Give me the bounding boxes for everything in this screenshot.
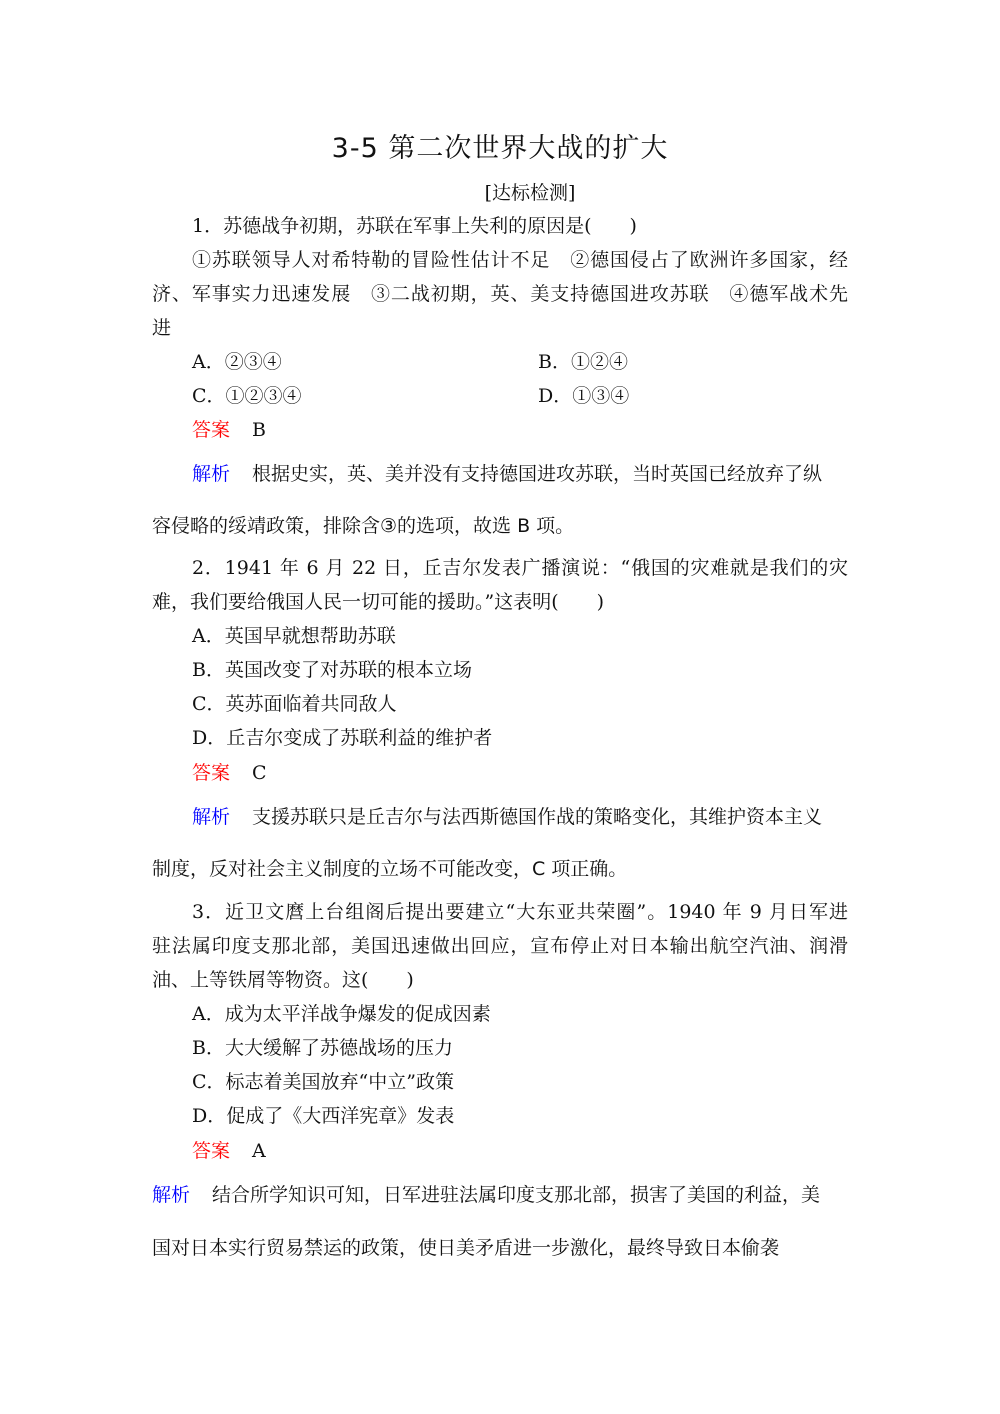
question-1-stem: 1．苏德战争初期，苏联在军事上失利的原因是( )	[192, 215, 637, 237]
answer-value: A	[252, 1140, 266, 1162]
question-3-option-c: C．标志着美国放弃“中立”政策	[192, 1071, 454, 1093]
answer-label: 答案	[192, 762, 231, 784]
question-3-option-d: D．促成了《大西洋宪章》发表	[192, 1105, 455, 1127]
analysis-text: 根据史实，英、美并没有支持德国进攻苏联，当时英国已经放弃了纵	[252, 463, 823, 485]
question-2-stem-line: 难，我们要给俄国人民一切可能的援助。”这表明( )	[152, 591, 605, 613]
analysis-text: 支援苏联只是丘吉尔与法西斯德国作战的策略变化，其维护资本主义	[252, 806, 823, 828]
question-1-option-a: A．②③④	[192, 351, 282, 373]
analysis-text: 结合所学知识可知，日军进驻法属印度支那北部，损害了美国的利益，美	[212, 1184, 821, 1206]
answer-value: B	[252, 419, 266, 441]
question-3-answer	[192, 1139, 892, 1163]
question-3-stem: 3．近卫文麿上台组阁后提出要建立“大东亚共荣圈”。1940 年 9 月日军进	[192, 901, 848, 923]
section-subtitle: [达标检测]	[484, 182, 576, 204]
question-1-answer	[192, 418, 892, 442]
question-2-stem: 2．1941 年 6 月 22 日，丘吉尔发表广播演说：“俄国的灾难就是我们的灾	[192, 557, 848, 579]
question-1-stem-line: ①苏联领导人对希特勒的冒险性估计不足 ②德国侵占了欧洲许多国家，经	[192, 249, 848, 271]
question-1-option-b: B．①②④	[538, 351, 628, 373]
question-3-stem-line: 油、上等铁屑等物资。这( )	[152, 969, 414, 991]
question-3-stem-line: 驻法属印度支那北部，美国迅速做出回应，宣布停止对日本输出航空汽油、润滑	[152, 935, 848, 957]
question-3-analysis-line: 国对日本实行贸易禁运的政策，使日美矛盾进一步激化，最终导致日本偷袭	[152, 1237, 780, 1259]
answer-label: 答案	[192, 1140, 231, 1162]
question-1-analysis-line: 容侵略的绥靖政策，排除含③的选项，故选 B 项。	[152, 515, 575, 537]
question-2-option-b: B．英国改变了对苏联的根本立场	[192, 659, 472, 681]
question-2-answer	[192, 761, 892, 785]
question-1-analysis	[192, 462, 892, 486]
analysis-label: 解析	[192, 463, 231, 485]
answer-value: C	[252, 762, 267, 784]
question-1-stem-line: 进	[152, 317, 172, 339]
question-3-option-b: B．大大缓解了苏德战场的压力	[192, 1037, 453, 1059]
question-3-analysis	[152, 1183, 852, 1207]
question-2-analysis	[192, 805, 892, 829]
analysis-label: 解析	[152, 1184, 191, 1206]
question-2-option-a: A．英国早就想帮助苏联	[192, 625, 396, 647]
answer-label: 答案	[192, 419, 231, 441]
analysis-label: 解析	[192, 806, 231, 828]
question-1-option-d: D．①③④	[538, 385, 630, 407]
question-2-option-c: C．英苏面临着共同敌人	[192, 693, 397, 715]
question-3-option-a: A．成为太平洋战争爆发的促成因素	[192, 1003, 491, 1025]
question-1-option-c: C．①②③④	[192, 385, 302, 407]
question-2-analysis-line: 制度，反对社会主义制度的立场不可能改变，C 项正确。	[152, 858, 628, 880]
page-title: 3-5 第二次世界大战的扩大	[331, 133, 669, 164]
question-1-stem-line: 济、军事实力迅速发展 ③二战初期，英、美支持德国进攻苏联 ④德军战术先	[152, 283, 848, 305]
question-2-option-d: D．丘吉尔变成了苏联利益的维护者	[192, 727, 493, 749]
